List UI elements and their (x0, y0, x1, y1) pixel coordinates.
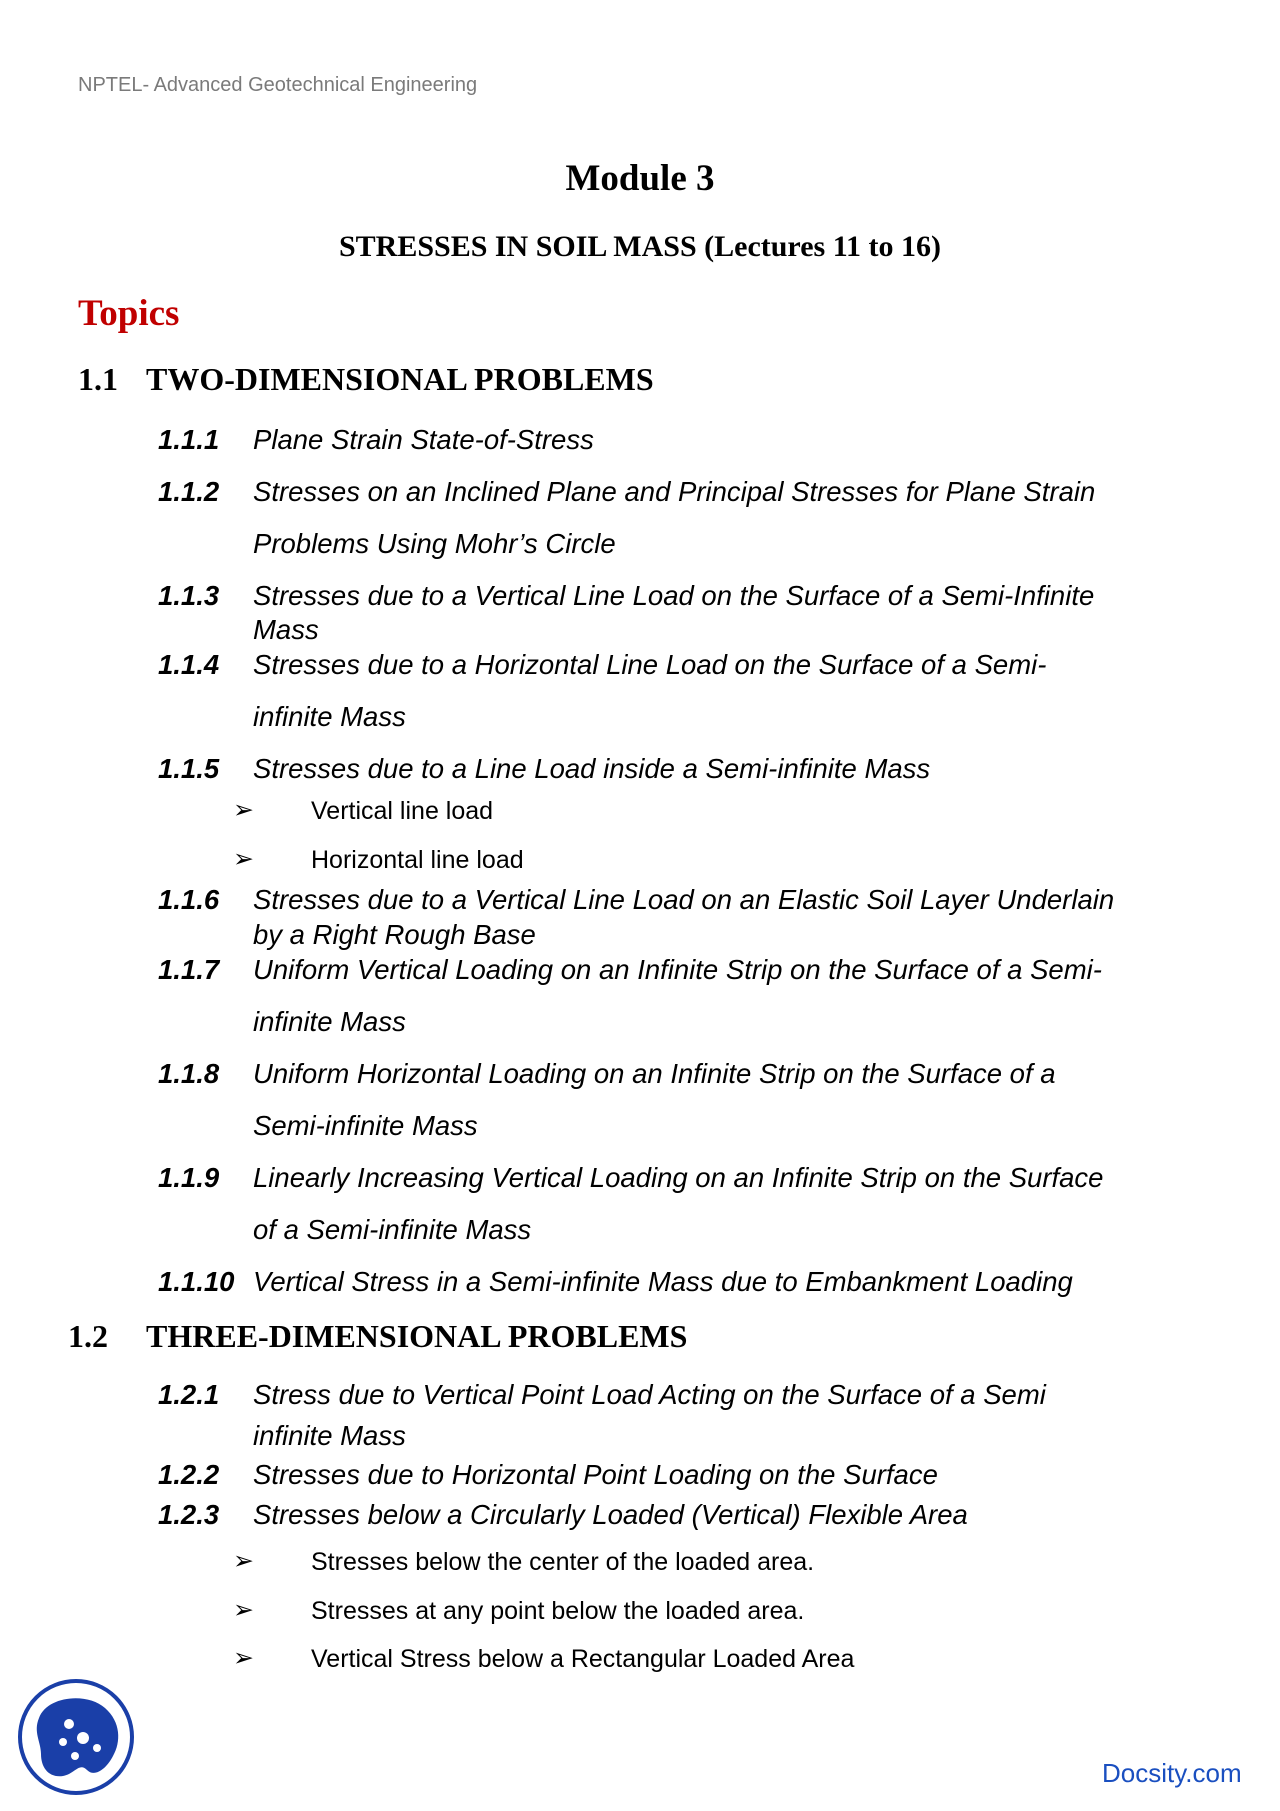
section-number: 1.1 (78, 361, 118, 397)
bullet-text: Horizontal line load (311, 846, 524, 874)
arrow-bullet-icon: ➢ (233, 845, 254, 873)
item-number: 1.1.10 (158, 1266, 235, 1297)
arrow-bullet-icon: ➢ (233, 1547, 254, 1575)
item-text: infinite Mass (253, 701, 406, 732)
item-text: Stresses due to a Vertical Line Load on an Elastic Soil Layer Underlain (253, 884, 1115, 915)
arrow-bullet-icon: ➢ (233, 1596, 254, 1624)
item-text: Problems Using Mohr’s Circle (253, 528, 616, 559)
bullet-text: Vertical Stress below a Rectangular Loaded Area (311, 1645, 855, 1673)
item-number: 1.1.3 (158, 580, 220, 611)
item-text: Stresses due to Horizontal Point Loading on the Surface (253, 1459, 938, 1490)
topics-heading: Topics (78, 293, 180, 334)
item-text: Stresses due to a Line Load inside a Semi-infinite Mass (253, 753, 931, 784)
section-number: 1.2 (68, 1318, 108, 1354)
item-text: Stresses below a Circularly Loaded (Vertical) Flexible Area (253, 1499, 968, 1530)
section-title: TWO-DIMENSIONAL PROBLEMS (146, 361, 654, 397)
item-text: Stresses on an Inclined Plane and Principal Stresses for Plane Strain (253, 476, 1096, 507)
section-title: THREE-DIMENSIONAL PROBLEMS (146, 1318, 688, 1354)
docsity-link[interactable]: Docsity.com (1102, 1758, 1242, 1788)
item-number: 1.1.5 (158, 753, 220, 784)
item-text: Linearly Increasing Vertical Loading on an Infinite Strip on the Surface (253, 1162, 1104, 1193)
page-header: NPTEL- Advanced Geotechnical Engineering (78, 74, 478, 96)
item-text: by a Right Rough Base (253, 919, 536, 950)
item-text: infinite Mass (253, 1420, 406, 1451)
item-number: 1.2.3 (158, 1499, 220, 1530)
item-text: Stress due to Vertical Point Load Acting on the Surface of a Semi (253, 1379, 1046, 1410)
item-number: 1.1.7 (158, 954, 220, 985)
item-text: Vertical Stress in a Semi-infinite Mass due to Embankment Loading (253, 1266, 1073, 1297)
item-number: 1.1.2 (158, 476, 220, 507)
module-title: Module 3 (565, 158, 715, 199)
bullet-text: Stresses below the center of the loaded area. (311, 1548, 815, 1576)
docsity-logo-icon (17, 1678, 135, 1796)
bullet-text: Vertical line load (311, 797, 494, 825)
arrow-bullet-icon: ➢ (233, 796, 254, 824)
item-text: Semi-infinite Mass (253, 1110, 478, 1141)
item-number: 1.1.1 (158, 424, 220, 455)
item-text: of a Semi-infinite Mass (253, 1214, 532, 1245)
item-text: Uniform Vertical Loading on an Infinite Strip on the Surface of a Semi- (253, 954, 1102, 985)
item-number: 1.1.8 (158, 1058, 220, 1089)
item-number: 1.2.1 (158, 1379, 220, 1410)
item-number: 1.1.4 (158, 649, 220, 680)
arrow-bullet-icon: ➢ (233, 1644, 254, 1672)
item-text: infinite Mass (253, 1006, 406, 1037)
item-text: Stresses due to a Horizontal Line Load on the Surface of a Semi- (253, 649, 1047, 680)
bullet-text: Stresses at any point below the loaded area. (311, 1597, 805, 1625)
item-text: Uniform Horizontal Loading on an Infinite Strip on the Surface of a (253, 1058, 1056, 1089)
item-text: Plane Strain State-of-Stress (253, 424, 594, 455)
item-number: 1.2.2 (158, 1459, 220, 1490)
item-text: Mass (253, 614, 319, 645)
module-subtitle: STRESSES IN SOIL MASS (Lectures 11 to 16) (338, 230, 942, 263)
item-number: 1.1.6 (158, 884, 220, 915)
item-number: 1.1.9 (158, 1162, 220, 1193)
item-text: Stresses due to a Vertical Line Load on the Surface of a Semi-Infinite (253, 580, 1095, 611)
